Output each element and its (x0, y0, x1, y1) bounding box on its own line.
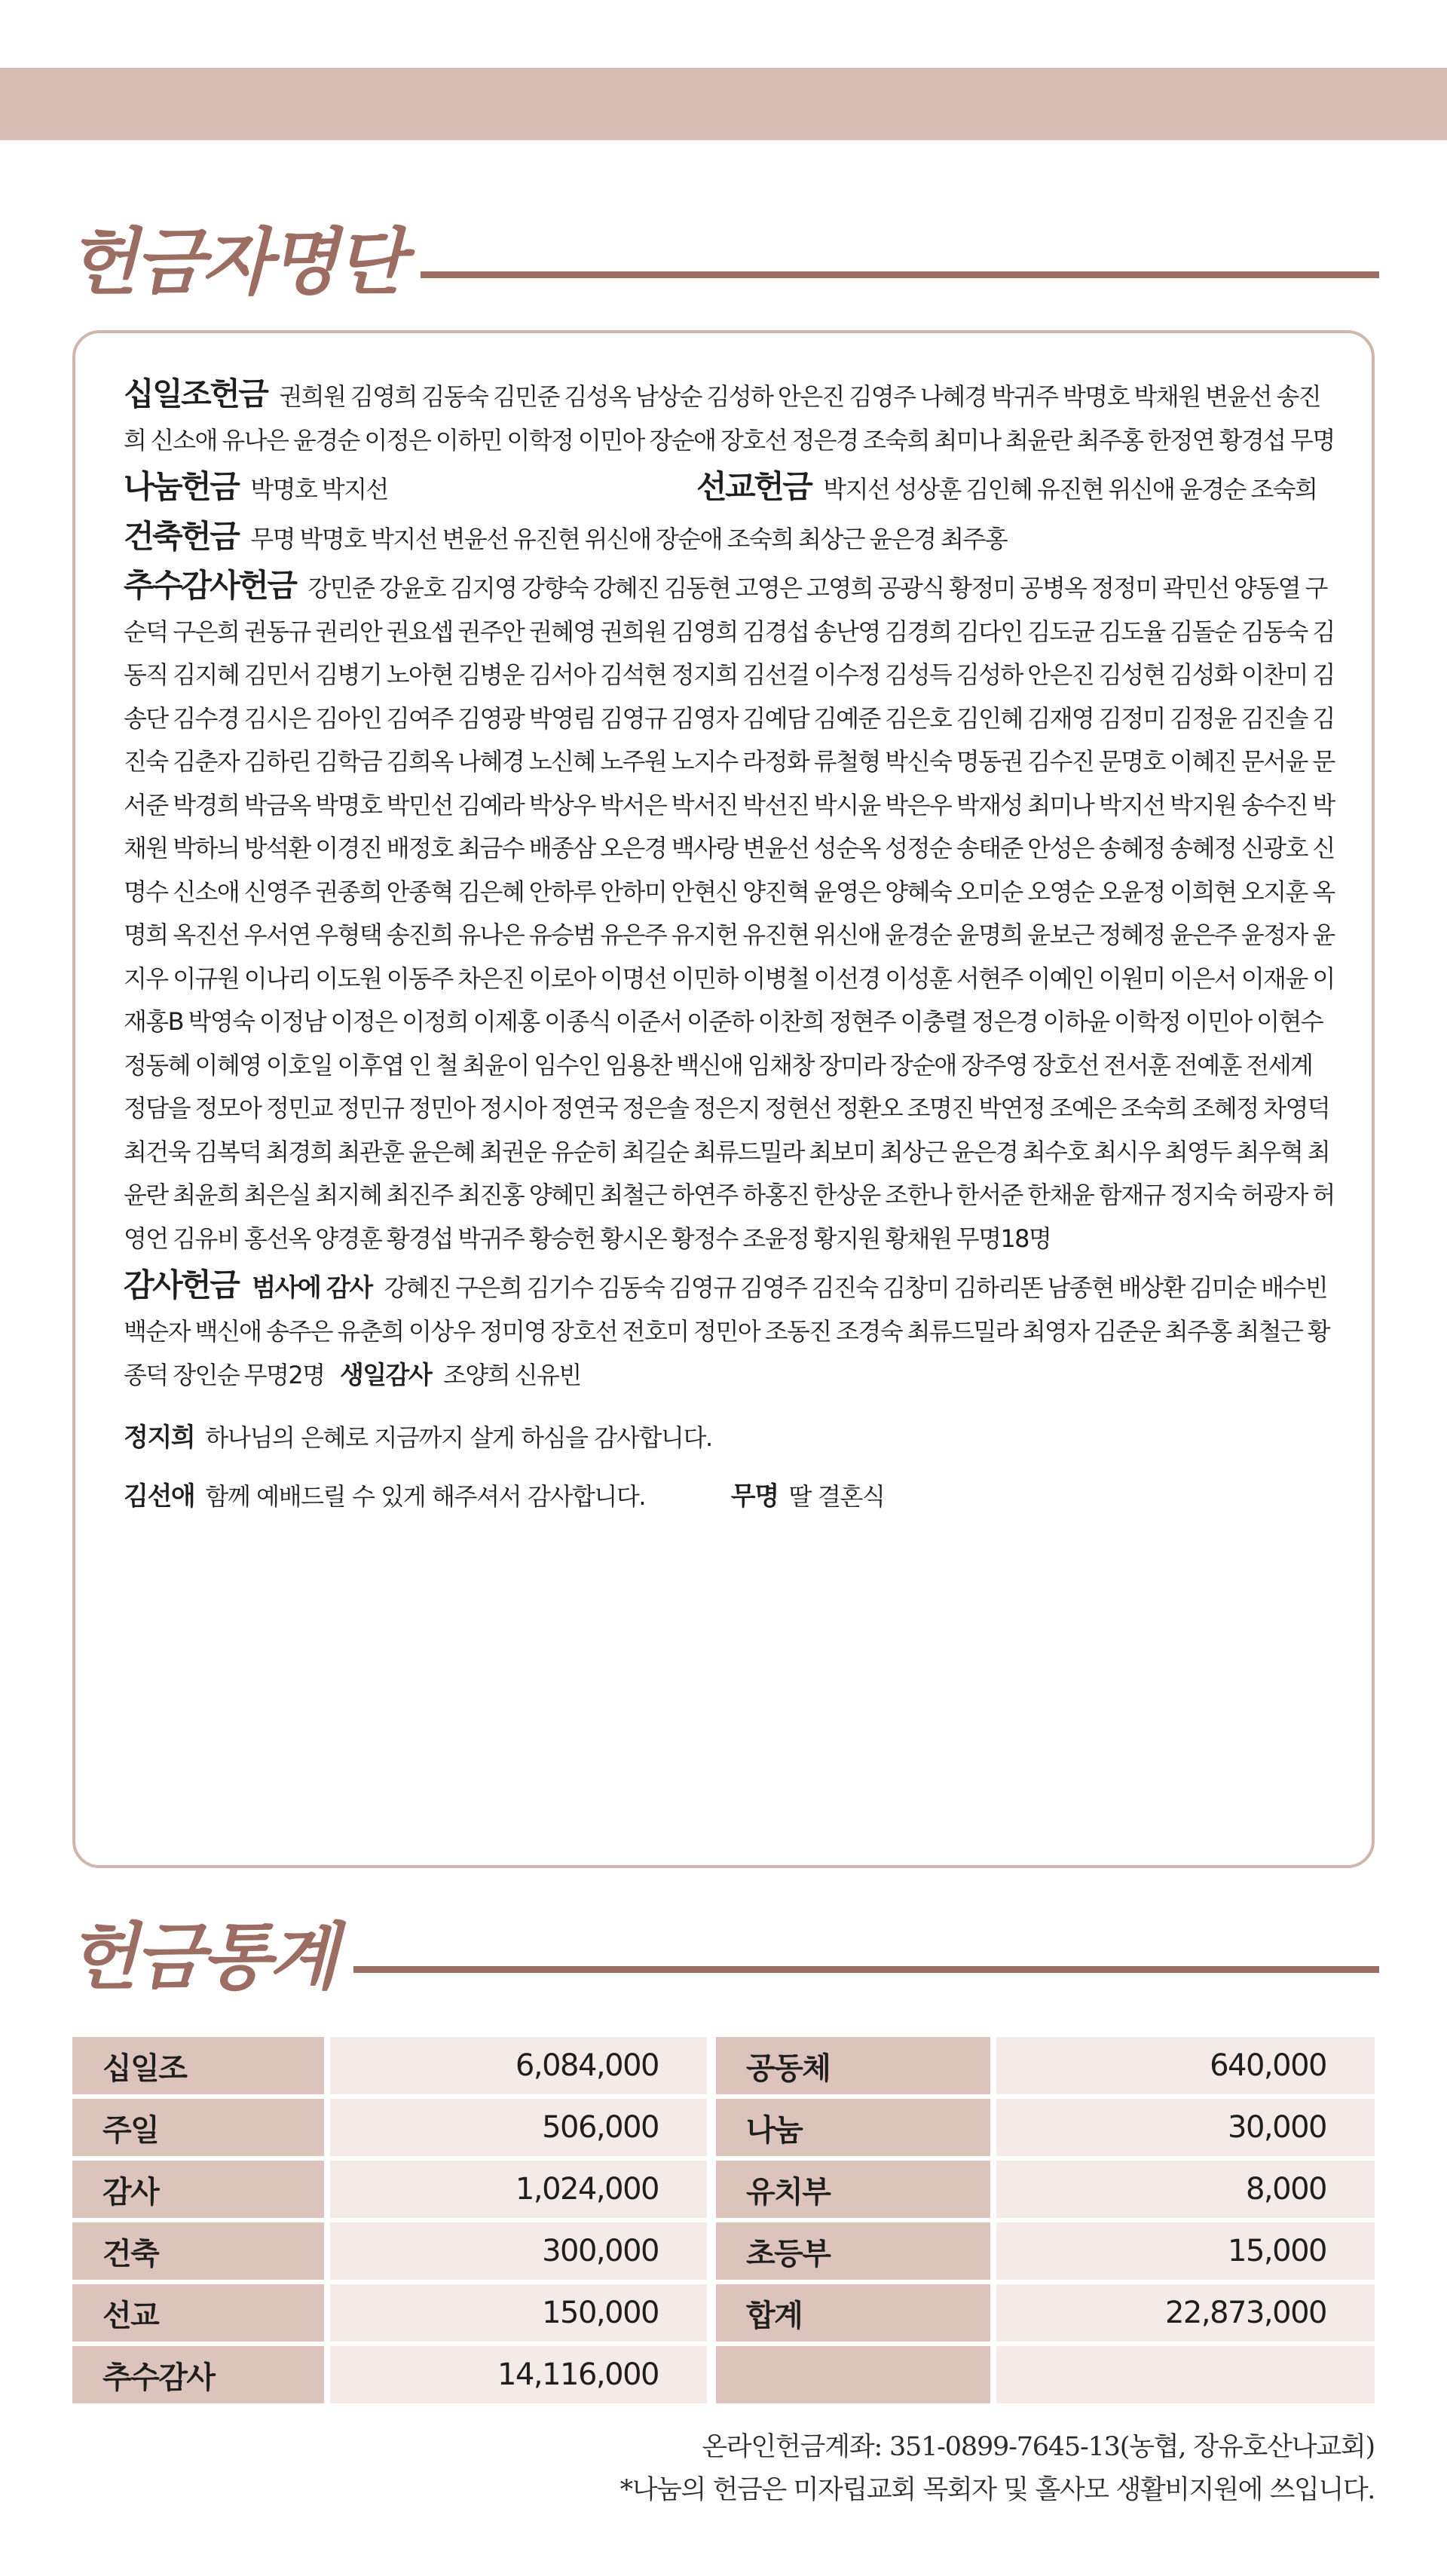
thanks-sublabel: 범사에 감사 (252, 1273, 372, 1302)
stat-value: 15,000 (996, 2222, 1375, 2280)
thanks-paragraph (124, 1263, 1337, 1398)
building-names: 무명 박명호 박지선 변윤선 유진현 위신애 장순애 조숙희 최상근 윤은경 최주홍 (250, 524, 1008, 553)
stat-value: 6,084,000 (330, 2037, 707, 2094)
note-name: 정지희 (124, 1422, 195, 1453)
note-name: 김선애 (124, 1481, 195, 1512)
table-row (72, 2346, 1375, 2403)
stat-label: 주일 (72, 2099, 324, 2156)
birthday-names: 조양희 신유빈 (443, 1361, 581, 1389)
top-color-band (0, 68, 1447, 140)
stat-label: 감사 (72, 2161, 324, 2218)
stat-value: 14,116,000 (330, 2346, 707, 2403)
empty-cell (716, 2346, 990, 2403)
sharing-mission-row (124, 465, 1337, 512)
harvest-paragraph (124, 564, 1337, 1260)
note-text: 딸 결혼식 (788, 1481, 885, 1511)
table-row (72, 2161, 1375, 2218)
sharing-names: 박명호 박지선 (250, 475, 388, 504)
building-label: 건축헌금 (124, 517, 239, 555)
stat-label: 유치부 (716, 2161, 990, 2218)
sharing-offering-note: *나눔의 헌금은 미자립교회 목회자 및 홀사모 생활비지원에 쓰입니다. (619, 2475, 1375, 2505)
note-2 (124, 1478, 1337, 1515)
stats-section-header (68, 1915, 1379, 1999)
stats-title: 헌금통계 (68, 1915, 335, 1999)
sharing-label: 나눔헌금 (124, 468, 239, 505)
mission-paragraph (696, 465, 1317, 512)
stat-value: 506,000 (330, 2099, 707, 2156)
tithe-label: 십일조헌금 (124, 375, 268, 412)
stat-label: 추수감사 (72, 2346, 324, 2403)
stat-label: 공동체 (716, 2037, 990, 2094)
thanks-names: 강혜진 구은희 김기수 김동숙 김영규 김영주 김진숙 김창미 김하리똔 남종현 배상환 김미순 배수빈 백순자 백신애 송주은 유춘희 이상우 정미영 장호선 전호미 정민아 조동진 조경숙 최류드밀라 최영자 김준운 최주홍 최철근 황종덕 장인순 무명2명 (124, 1273, 1330, 1389)
empty-cell (996, 2346, 1375, 2403)
donors-box (72, 330, 1375, 1868)
stat-label: 건축 (72, 2222, 324, 2280)
donors-title: 헌금자명단 (68, 220, 402, 305)
stat-value: 8,000 (996, 2161, 1375, 2218)
birthday-label: 생일감사 (339, 1360, 432, 1389)
building-paragraph (124, 515, 1337, 562)
stat-value: 150,000 (330, 2284, 707, 2342)
donors-section-header (68, 220, 1379, 305)
stat-value: 640,000 (996, 2037, 1375, 2094)
stat-value: 300,000 (330, 2222, 707, 2280)
harvest-names: 강민준 강윤호 김지영 강향숙 강혜진 김동현 고영은 고영희 공광식 황정미 공병옥 정정미 곽민선 양동열 구순덕 구은희 권동규 권리안 권요셉 권주안 권혜영 권희원 김영희 김경섭 송난영 김경희 김다인 김도균 김도율 김돌순 김동숙 김동직 김지혜 김민서 김병기 노아현 김병운 김서아 김석현 정지희 김선걸 이수정 김성득 김성하 안은진 김성현 김성화 이찬미 김송단 김수경 김시은 김아인 김여주 김영광 박영림 김영규 김영자 김예담 김예준 김은호 김인혜 김재영 김정미 김정윤 김진솔 김진숙 김춘자 김하린 김학금 김희옥 나혜경 노신혜 노주원 노지수 라정화 류철형 박신숙 명동권 김수진 문명호 이혜진 문서윤 문서준 박경희 박금옥 박명호 박민선 김예라 박상우 박서은 박서진 박선진 박시윤 박은우 박재성 최미나 박지선 박지원 송수진 박채원 박하늬 방석환 이경진 배정호 최금수 배종삼 오은경 백사랑 변윤선 성순옥 성정순 송태준 안성은 송혜정 송혜정 신광호 신명수 신소애 신영주 권종희 안종혁 김은혜 안하루 안하미 안현신 양진혁 윤영은 양혜숙 오미순 오영순 오윤정 이희현 오지훈 옥명희 옥진선 우서연 우형택 송진희 유나은 유승범 유은주 유지헌 유진현 위신애 윤경순 윤명희 윤보근 정혜정 윤은주 윤정자 윤지우 이규원 이나리 이도원 이동주 차은진 이로아 이명선 이민하 이병철 이선경 이성훈 서현주 이예인 이원미 이은서 이재윤 이재홍B 박영숙 이정남 이정은 이정희 이제홍 이종식 이준서 이준하 이찬희 정현주 이충렬 정은경 이하윤 이학정 이민아 이현수 정동혜 이혜영 이호일 이후엽 인 철 최윤이 임수인 임용찬 백신애 임채창 장미라 장순애 장주영 장호선 전서훈 전예훈 전세계 정담을 정모아 정민교 정민규 정민아 정시아 정연국 정은솔 정은지 정현선 정환오 조명진 박연정 조예은 조숙희 조혜정 차영덕 최건욱 김복덕 최경희 최관훈 윤은혜 최권운 유순히 최길순 최류드밀라 최보미 최상근 윤은경 최수호 최시우 최영두 최우혁 최윤란 최윤희 최은실 최지혜 최진주 최진홍 양혜민 최철근 하연주 하홍진 한상운 조한나 한서준 한채윤 함재규 정지숙 허광자 허영언 김유비 홍선옥 양경훈 황경섭 박귀주 황승헌 황시온 황정수 조윤정 황지원 황채원 무명18명 (124, 574, 1335, 1253)
mission-label: 선교헌금 (696, 468, 812, 505)
thanks-label: 감사헌금 (124, 1267, 239, 1303)
harvest-label: 추수감사헌금 (124, 567, 296, 604)
stat-value-total: 22,873,000 (996, 2284, 1375, 2342)
tithe-paragraph (124, 372, 1337, 462)
stat-label: 십일조 (72, 2037, 324, 2094)
title-rule (421, 271, 1379, 278)
note-1 (124, 1419, 1337, 1456)
table-row (72, 2037, 1375, 2094)
note-text: 하나님의 은혜로 지금까지 살게 하심을 감사합니다. (205, 1423, 712, 1452)
title-rule (353, 1966, 1379, 1973)
note-name: 무명 (730, 1481, 779, 1512)
stat-value: 1,024,000 (330, 2161, 707, 2218)
online-account-info: 온라인헌금계좌: 351-0899-7645-13(농협, 장유호산나교회) (702, 2432, 1375, 2462)
note-text: 함께 예배드릴 수 있게 해주셔서 감사합니다. (205, 1481, 646, 1511)
table-row (72, 2284, 1375, 2342)
offering-stats-table (72, 2032, 1375, 2408)
table-row (72, 2222, 1375, 2280)
stat-label: 초등부 (716, 2222, 990, 2280)
stat-value: 30,000 (996, 2099, 1375, 2156)
sharing-paragraph (124, 465, 696, 512)
stat-label: 선교 (72, 2284, 324, 2342)
stat-label-total: 합계 (716, 2284, 990, 2342)
stat-label: 나눔 (716, 2099, 990, 2156)
table-row (72, 2099, 1375, 2156)
mission-names: 박지선 성상훈 김인혜 유진현 위신애 윤경순 조숙희 (823, 475, 1317, 504)
tithe-names: 권희원 김영희 김동숙 김민준 김성옥 남상순 김성하 안은진 김영주 나혜경 박귀주 박명호 박채원 변윤선 송진희 신소애 유나은 윤경순 이정은 이하민 이학정 이민아 장순애 장호선 정은경 조숙희 최미나 최윤란 최주홍 한정연 황경섭 무명 (124, 382, 1335, 455)
